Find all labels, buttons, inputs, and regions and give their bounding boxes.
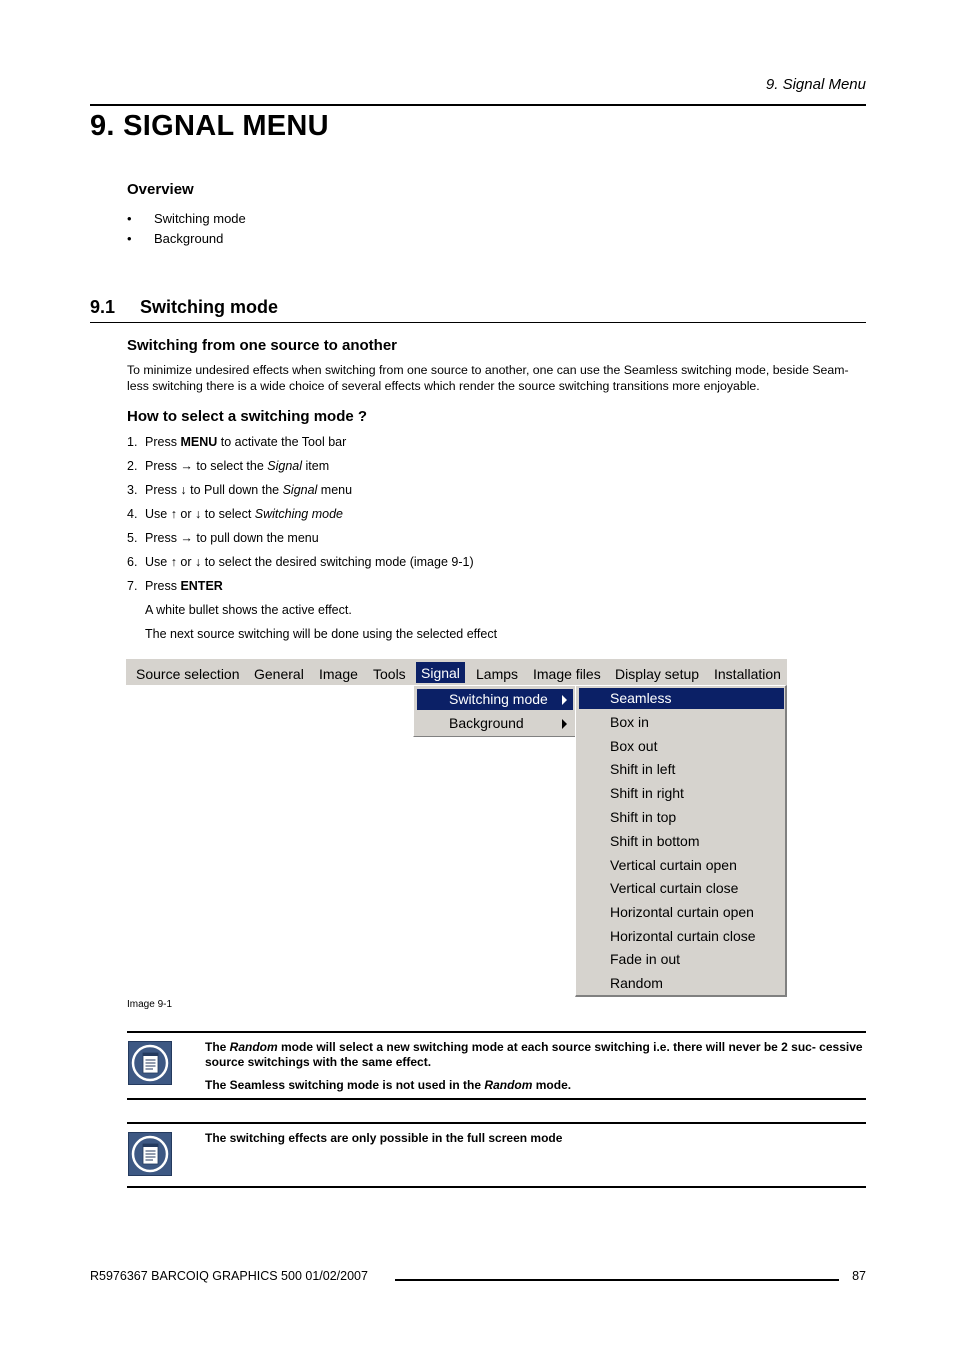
step-item: 3. Press ↓ to Pull down the Signal menu: [127, 483, 353, 497]
step-item: 2. Press → to select the Signal item: [127, 459, 330, 473]
effect-item-shift-in-top[interactable]: Shift in top: [610, 809, 677, 825]
notepad-icon: [128, 1041, 172, 1085]
signal-submenu: [413, 685, 576, 737]
effect-item-random[interactable]: Random: [610, 975, 663, 991]
effect-item-vertical-curtain-open[interactable]: Vertical curtain open: [610, 857, 737, 873]
note-paragraph: The Seamless switching mode is not used in the Random mode.: [205, 1078, 572, 1092]
menu-item-lamps[interactable]: Lamps: [476, 666, 519, 682]
menu-item-tools[interactable]: Tools: [373, 666, 406, 682]
note-paragraph: The switching effects are only possible in the full screen mode: [205, 1131, 563, 1145]
effect-item-shift-in-right[interactable]: Shift in right: [610, 785, 684, 801]
header-rule: [90, 104, 866, 106]
note-rule-top: [127, 1122, 866, 1124]
section-rule: [90, 322, 866, 323]
steps-list: [127, 432, 497, 648]
menu-item-image-files[interactable]: Image files: [533, 666, 601, 682]
image-caption: Image 9-1: [127, 999, 173, 1010]
note-paragraph: The Random mode will select a new switching mode at each source switching i.e. there will never be 2 suc- cessive source switchings with the same effect.: [205, 1040, 863, 1069]
effect-item-horizontal-curtain-open[interactable]: Horizontal curtain open: [610, 904, 754, 920]
section-number: 9.1: [90, 297, 116, 317]
subsection-heading-2: How to select a switching mode ?: [127, 408, 368, 425]
step-item: 7. Press ENTER: [127, 579, 223, 593]
effect-item-box-out[interactable]: Box out: [610, 738, 658, 754]
menu-item-general[interactable]: General: [254, 666, 304, 682]
footer-rule: [395, 1279, 839, 1281]
intro-paragraph: To minimize undesired effects when switching from one source to another, one can use the Seamless switching mode, beside Seam- less switching there is a wide choice of several effects which render the source switching transitions more enjoyable.: [127, 363, 849, 393]
step-result: A white bullet shows the active effect.: [145, 603, 352, 617]
chapter-title: 9. SIGNAL MENU: [90, 110, 329, 142]
effect-item-box-in[interactable]: Box in: [610, 714, 649, 730]
list-item: • Background: [127, 231, 224, 246]
menu-item-source-selection[interactable]: Source selection: [136, 666, 240, 682]
step-item: 5. Press → to pull down the menu: [127, 531, 319, 545]
menu-item-image[interactable]: Image: [319, 666, 358, 682]
submenu-item-background[interactable]: Background: [417, 713, 573, 734]
page-number: 87: [852, 1269, 866, 1283]
effect-item-horizontal-curtain-close[interactable]: Horizontal curtain close: [610, 928, 756, 944]
section-title-text: Switching mode: [140, 297, 279, 317]
footer-doc-info: R5976367 BARCOIQ GRAPHICS 500 01/02/2007: [90, 1269, 368, 1283]
section-title: [90, 297, 278, 318]
effect-item-shift-in-left[interactable]: Shift in left: [610, 761, 676, 777]
step-result: The next source switching will be done using the selected effect: [145, 627, 498, 641]
step-item: 6. Use ↑ or ↓ to select the desired switching mode (image 9-1): [127, 555, 474, 569]
effect-item-shift-in-bottom[interactable]: Shift in bottom: [610, 833, 700, 849]
note-rule-top: [127, 1031, 866, 1033]
note-rule-bottom: [127, 1098, 866, 1100]
arrow-right-icon: [562, 695, 567, 705]
step-item: 1. Press MENU to activate the Tool bar: [127, 435, 347, 449]
arrow-right-icon: [562, 719, 567, 729]
menu-item-display-setup[interactable]: Display setup: [615, 666, 700, 682]
switching-mode-submenu: [575, 685, 787, 997]
effect-item-vertical-curtain-close[interactable]: Vertical curtain close: [610, 880, 739, 896]
running-header: 9. Signal Menu: [765, 76, 866, 93]
note-rule-bottom: [127, 1186, 866, 1188]
notepad-icon: [128, 1132, 172, 1176]
note-text-2: [205, 1131, 866, 1146]
menu-item-signal[interactable]: Signal: [416, 662, 465, 683]
submenu-item-switching-mode[interactable]: Switching mode: [417, 689, 573, 710]
note-text-1: [205, 1040, 866, 1093]
effect-item-seamless[interactable]: Seamless: [579, 688, 784, 709]
list-item: • Switching mode: [127, 211, 246, 226]
overview-list: [127, 209, 246, 249]
overview-heading: Overview: [127, 181, 194, 198]
step-item: 4. Use ↑ or ↓ to select Switching mode: [127, 507, 344, 521]
subsection-heading-1: Switching from one source to another: [127, 337, 398, 354]
menu-bar: [126, 659, 787, 685]
menu-item-installation[interactable]: Installation: [714, 666, 781, 682]
effect-item-fade-in-out[interactable]: Fade in out: [610, 951, 681, 967]
